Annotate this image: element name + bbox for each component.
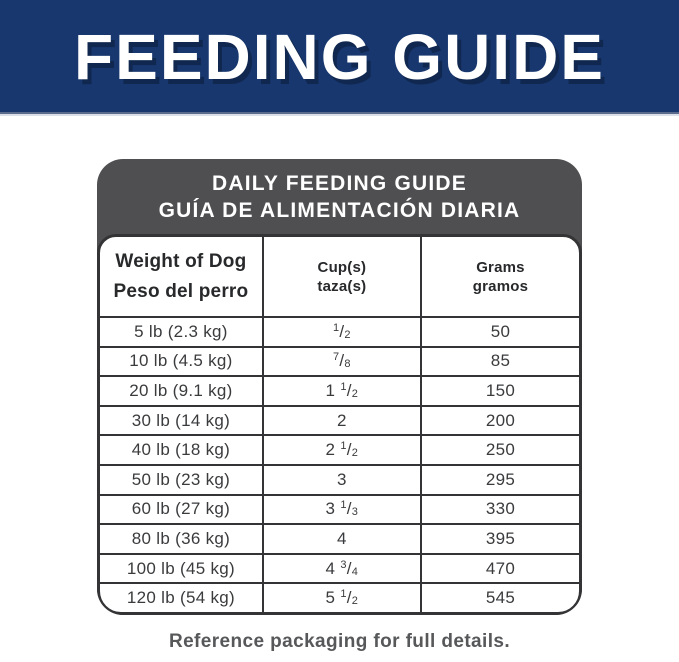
cups-cell: 4 bbox=[263, 524, 421, 554]
table-row bbox=[100, 347, 579, 377]
cups-cell: $^1$/2 bbox=[263, 317, 421, 347]
cups-cell: 3 $^1$/3 bbox=[263, 495, 421, 525]
table-row bbox=[100, 317, 579, 347]
grams-cell: 470 bbox=[421, 554, 579, 584]
feeding-guide-banner bbox=[0, 0, 679, 112]
grams-cell: 295 bbox=[421, 465, 579, 495]
col-header-grams-es: gramos bbox=[472, 277, 529, 295]
table-row bbox=[100, 554, 579, 584]
weight-cell: 60 lb (27 kg) bbox=[100, 495, 263, 525]
card-title-es: GUÍA DE ALIMENTACIÓN DIARIA bbox=[158, 199, 521, 222]
table-row bbox=[100, 495, 579, 525]
col-header-cups-en: Cup(s) bbox=[317, 258, 367, 276]
cups-cell: 4 $^3$/4 bbox=[263, 554, 421, 584]
cups-cell: 3 bbox=[263, 465, 421, 495]
weight-cell: 50 lb (23 kg) bbox=[100, 465, 263, 495]
col-header-grams bbox=[421, 237, 579, 317]
table-row bbox=[100, 524, 579, 554]
col-header-weight-es: Peso del perro bbox=[113, 280, 249, 302]
col-header-grams-en: Grams bbox=[476, 258, 525, 276]
cups-cell: 2 bbox=[263, 406, 421, 436]
cups-cell: $^7$/8 bbox=[263, 347, 421, 377]
cups-cell: 5 $^1$/2 bbox=[263, 583, 421, 612]
grams-cell: 395 bbox=[421, 524, 579, 554]
grams-cell: 50 bbox=[421, 317, 579, 347]
card-header bbox=[97, 159, 582, 234]
feeding-table bbox=[100, 237, 579, 612]
col-header-cups-es: taza(s) bbox=[317, 277, 367, 295]
table-row bbox=[100, 465, 579, 495]
table-row bbox=[100, 406, 579, 436]
weight-cell: 30 lb (14 kg) bbox=[100, 406, 263, 436]
weight-cell: 80 lb (36 kg) bbox=[100, 524, 263, 554]
grams-cell: 330 bbox=[421, 495, 579, 525]
grams-cell: 150 bbox=[421, 376, 579, 406]
col-header-weight bbox=[100, 237, 263, 317]
col-header-weight-en: Weight of Dog bbox=[115, 250, 247, 272]
table-header-row bbox=[100, 237, 579, 317]
table-row bbox=[100, 376, 579, 406]
grams-cell: 200 bbox=[421, 406, 579, 436]
table-row bbox=[100, 435, 579, 465]
grams-cell: 85 bbox=[421, 347, 579, 377]
cups-cell: 2 $^1$/2 bbox=[263, 435, 421, 465]
cups-cell: 1 $^1$/2 bbox=[263, 376, 421, 406]
weight-cell: 5 lb (2.3 kg) bbox=[100, 317, 263, 347]
banner-title: FEEDING GUIDE bbox=[74, 21, 605, 93]
daily-feeding-guide-card bbox=[97, 159, 582, 615]
weight-cell: 120 lb (54 kg) bbox=[100, 583, 263, 612]
weight-cell: 20 lb (9.1 kg) bbox=[100, 376, 263, 406]
feeding-table-body bbox=[100, 317, 579, 612]
col-header-cups bbox=[263, 237, 421, 317]
weight-cell: 100 lb (45 kg) bbox=[100, 554, 263, 584]
card-title-en: DAILY FEEDING GUIDE bbox=[211, 172, 467, 195]
weight-cell: 40 lb (18 kg) bbox=[100, 435, 263, 465]
footer-note: Reference packaging for full details. bbox=[168, 630, 511, 652]
grams-cell: 250 bbox=[421, 435, 579, 465]
feeding-table-wrap bbox=[97, 234, 582, 615]
table-row bbox=[100, 583, 579, 612]
grams-cell: 545 bbox=[421, 583, 579, 612]
weight-cell: 10 lb (4.5 kg) bbox=[100, 347, 263, 377]
